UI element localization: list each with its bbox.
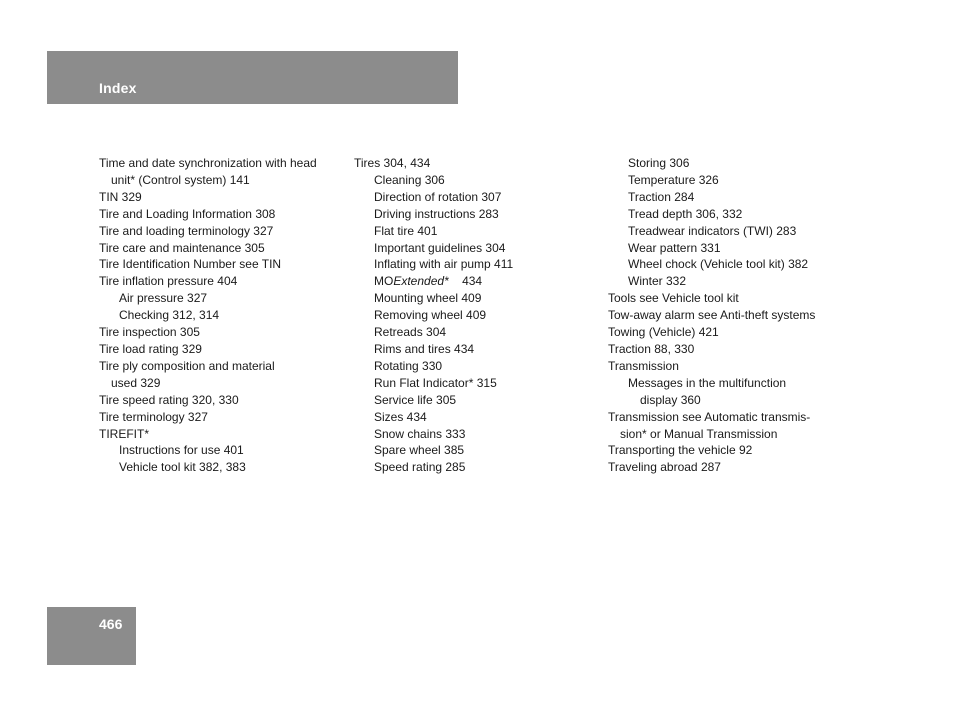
index-entry: Tire Identification Number see TIN xyxy=(99,257,282,272)
index-subentry: Traction 284 xyxy=(628,189,695,204)
index-subentry: Wear pattern 331 xyxy=(628,240,721,255)
index-subentry: Storing 306 xyxy=(628,156,690,170)
index-subentry: Sizes 434 xyxy=(374,409,427,424)
index-subentry: Temperature 326 xyxy=(628,172,719,187)
index-entry: Traveling abroad 287 xyxy=(608,460,721,475)
index-entry: Transporting the vehicle 92 xyxy=(608,443,753,458)
page-title: Index xyxy=(99,80,137,96)
index-subentry: Winter 332 xyxy=(628,274,687,289)
index-subentry: Driving instructions 283 xyxy=(374,206,499,221)
index-entry: Towing (Vehicle) 421 xyxy=(608,325,719,340)
index-subentry xyxy=(354,273,604,290)
index-subentry: Rims and tires 434 xyxy=(374,341,475,356)
index-subentry-page: 434 xyxy=(448,274,483,289)
index-column-2 xyxy=(354,155,604,476)
index-subentry-prefix: MO xyxy=(374,274,394,289)
index-subentry-italic: Extended* xyxy=(393,274,449,289)
index-subentry: Air pressure 327 xyxy=(119,291,208,306)
index-entry: Tire speed rating 320, 330 xyxy=(99,392,239,407)
index-subentry: Removing wheel 409 xyxy=(374,308,487,323)
index-entry: Tire inflation pressure 404 xyxy=(99,274,238,289)
index-entry: TIREFIT* xyxy=(99,426,149,441)
index-subentry: Mounting wheel 409 xyxy=(374,291,482,306)
index-entry-continuation: sion* or Manual Transmission xyxy=(620,426,778,441)
index-entry: TIN 329 xyxy=(99,189,142,204)
index-column-1 xyxy=(99,155,349,476)
index-entry-continuation: unit* (Control system) 141 xyxy=(111,172,250,187)
index-subentry: Wheel chock (Vehicle tool kit) 382 xyxy=(628,257,809,272)
index-subentry: Direction of rotation 307 xyxy=(374,189,502,204)
index-entry: Tire inspection 305 xyxy=(99,325,200,340)
index-subentry: Service life 305 xyxy=(374,392,457,407)
index-subentry: Snow chains 333 xyxy=(374,426,466,441)
index-entry: Time and date synchronization with head xyxy=(99,156,317,170)
index-entry: Tires 304, 434 xyxy=(354,156,431,170)
index-subentry-continuation: display 360 xyxy=(640,392,701,407)
header-bar xyxy=(47,51,458,104)
index-subentry: Instructions for use 401 xyxy=(119,443,244,458)
index-subentry: Retreads 304 xyxy=(374,325,447,340)
index-subentry: Tread depth 306, 332 xyxy=(628,206,743,221)
index-entry: Tire terminology 327 xyxy=(99,409,208,424)
index-subentry: Rotating 330 xyxy=(374,358,443,373)
index-entry: Tire and Loading Information 308 xyxy=(99,206,276,221)
index-entry: Tools see Vehicle tool kit xyxy=(608,291,739,306)
index-entry-continuation: used 329 xyxy=(111,375,161,390)
index-entry: Traction 88, 330 xyxy=(608,341,695,356)
index-subentry: Vehicle tool kit 382, 383 xyxy=(119,460,246,475)
index-subentry: Run Flat Indicator* 315 xyxy=(374,375,497,390)
index-subentry: Speed rating 285 xyxy=(374,460,466,475)
index-entry: Tire care and maintenance 305 xyxy=(99,240,265,255)
index-subentry: Messages in the multifunction xyxy=(628,375,787,390)
index-entry: Tire and loading terminology 327 xyxy=(99,223,274,238)
page-number-tab xyxy=(47,607,136,665)
index-subentry: Inflating with air pump 411 xyxy=(374,257,514,272)
index-entry: Transmission see Automatic transmis- xyxy=(608,409,811,424)
index-subentry: Important guidelines 304 xyxy=(374,240,506,255)
index-subentry: Treadwear indicators (TWI) 283 xyxy=(628,223,797,238)
index-entry: Tire ply composition and material xyxy=(99,358,275,373)
index-subentry: Cleaning 306 xyxy=(374,172,445,187)
index-entry: Tire load rating 329 xyxy=(99,341,202,356)
index-subentry: Spare wheel 385 xyxy=(374,443,465,458)
index-column-3 xyxy=(608,155,848,476)
index-subentry: Flat tire 401 xyxy=(374,223,438,238)
page-number: 466 xyxy=(99,616,123,632)
index-subentry: Checking 312, 314 xyxy=(119,308,220,323)
index-entry: Tow-away alarm see Anti-theft systems xyxy=(608,308,816,323)
index-entry: Transmission xyxy=(608,358,679,373)
